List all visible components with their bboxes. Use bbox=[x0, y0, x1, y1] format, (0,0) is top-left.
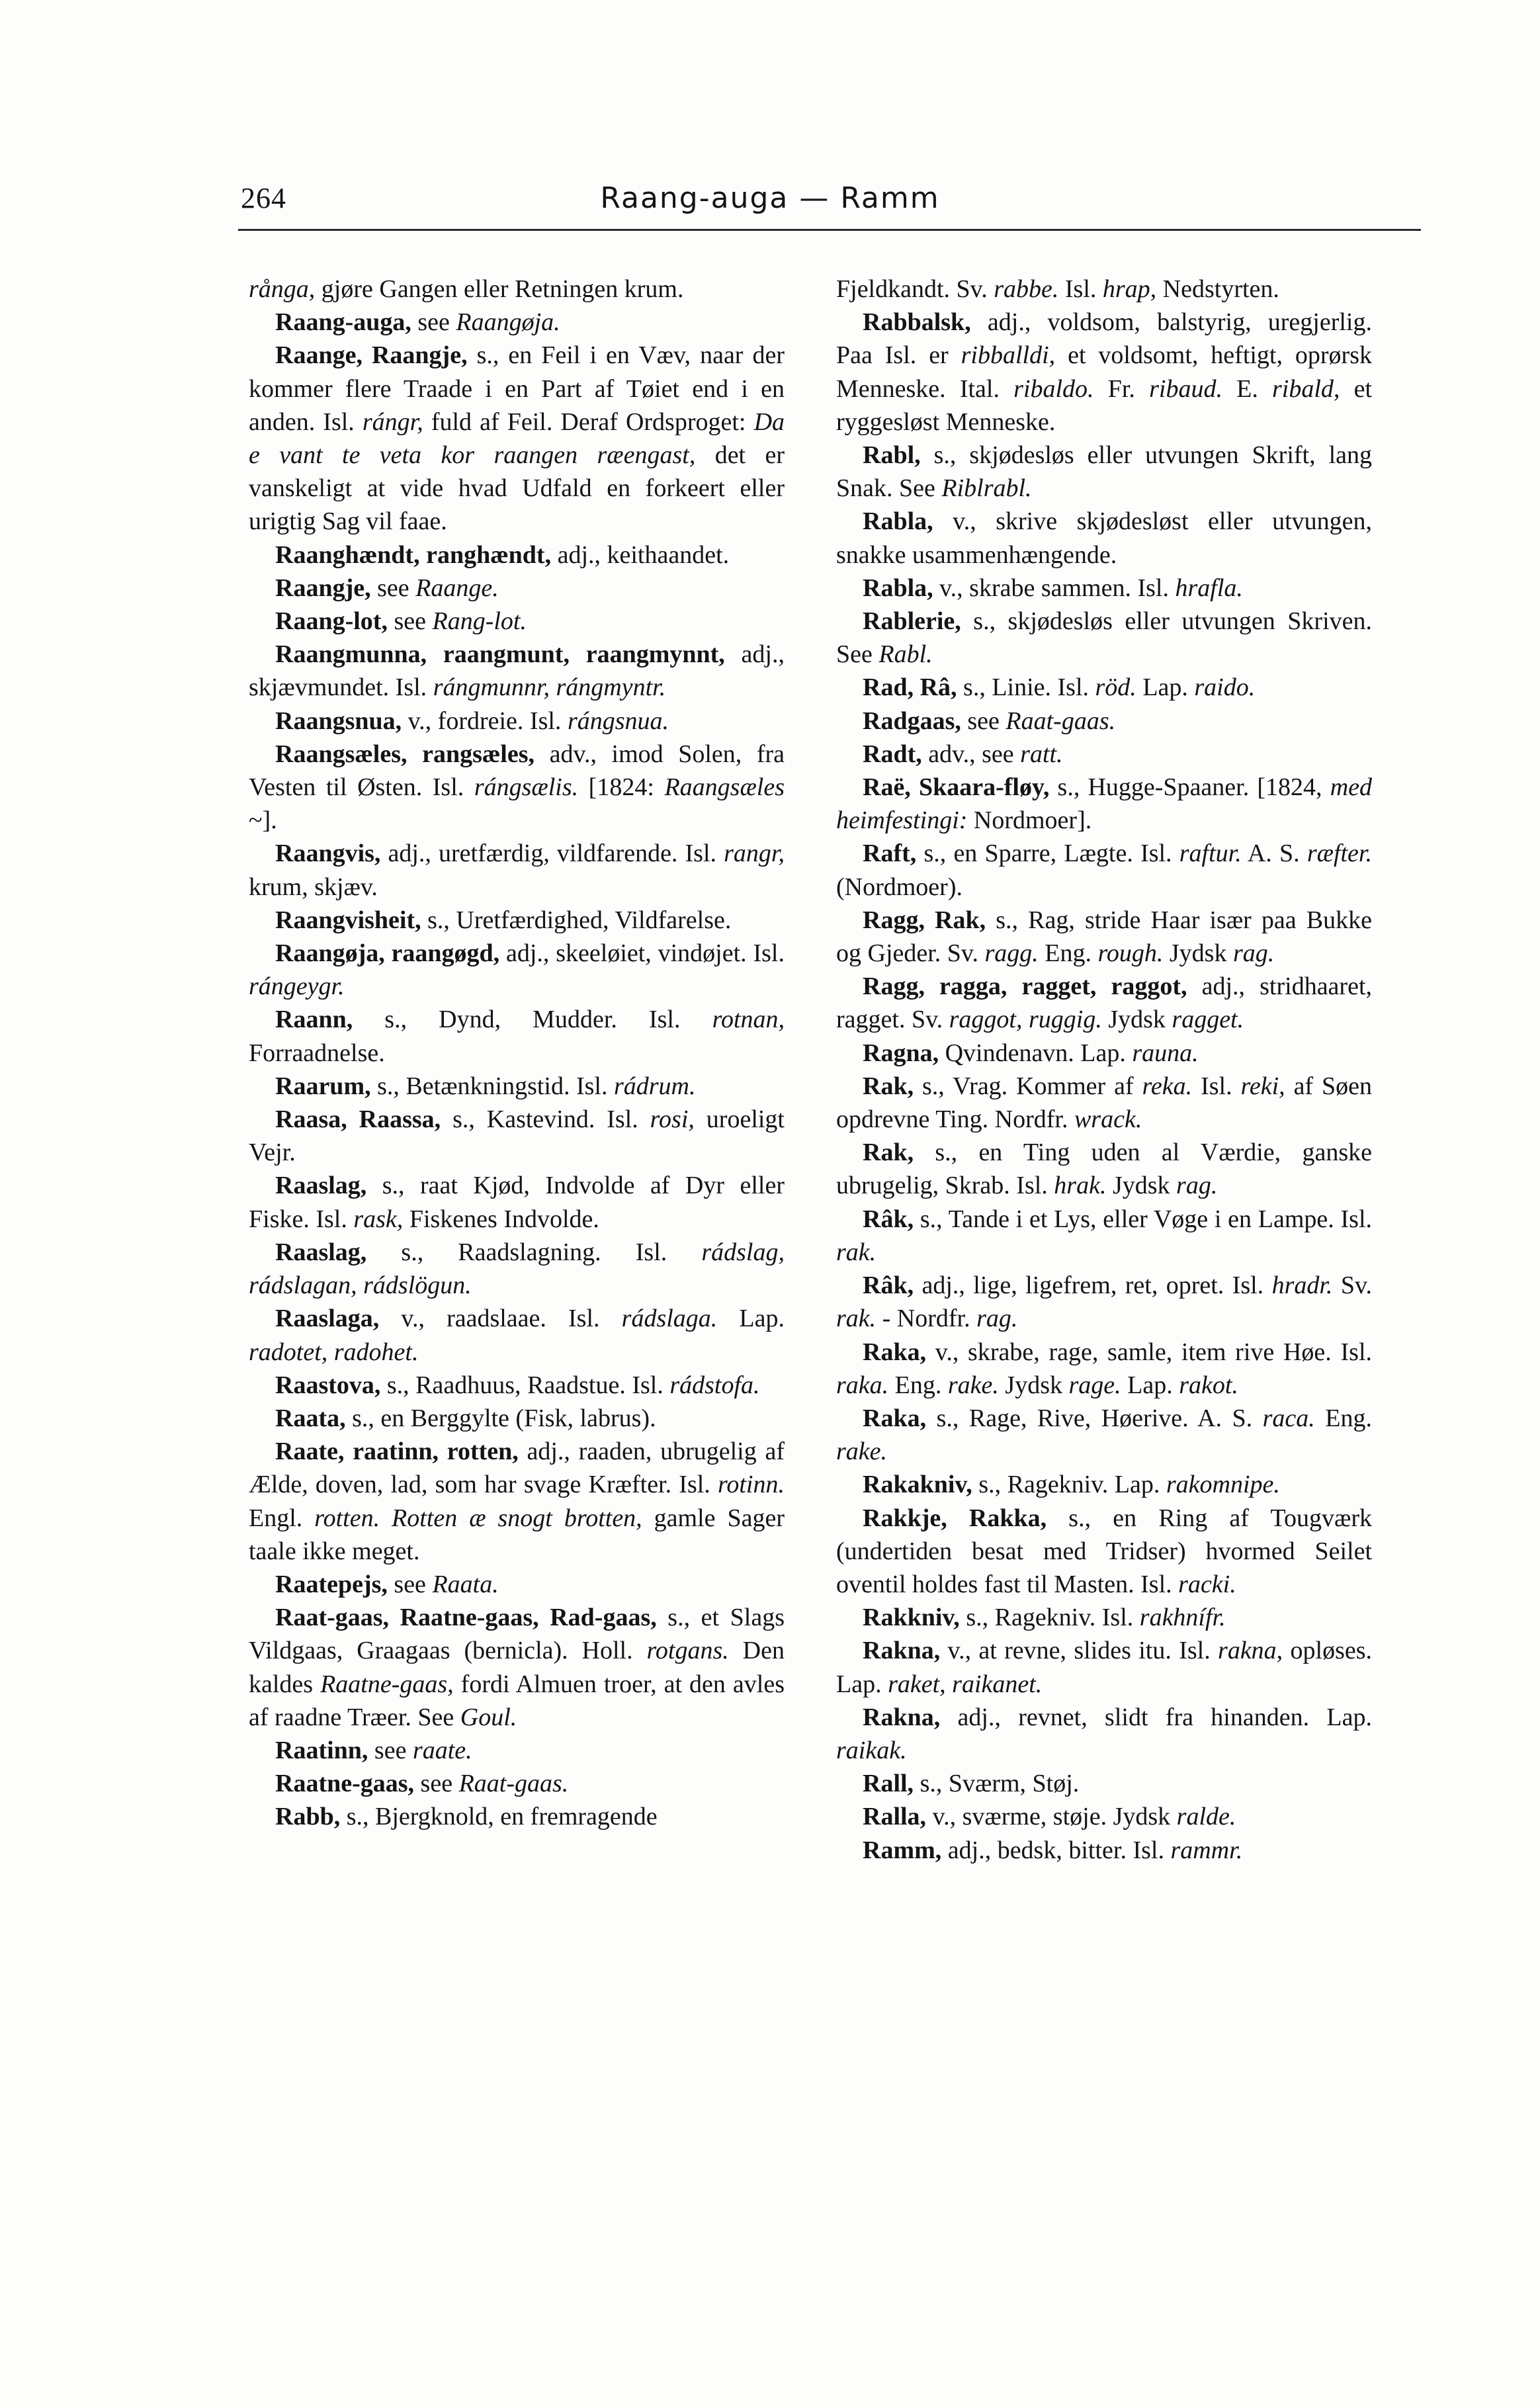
dictionary-entry bbox=[249, 1003, 785, 1069]
headword: Raate, raatinn, rotten, bbox=[275, 1438, 519, 1466]
headword: Raka, bbox=[863, 1404, 927, 1432]
dictionary-entry bbox=[836, 904, 1372, 970]
entry-text: Nedstyrten. bbox=[1156, 275, 1279, 303]
dictionary-entry bbox=[249, 904, 785, 937]
dictionary-entry bbox=[836, 605, 1372, 671]
entry-text: Qvindenavn. Lap. bbox=[939, 1039, 1133, 1067]
italic-text: ribaldo. bbox=[1013, 374, 1094, 403]
entry-text: v., at revne, slides itu. Isl. bbox=[940, 1637, 1219, 1665]
running-head: Raang-auga — Ramm bbox=[600, 181, 940, 215]
dictionary-entry bbox=[249, 638, 785, 704]
italic-text: ribald, bbox=[1272, 374, 1340, 403]
italic-text: rádstofa. bbox=[669, 1371, 760, 1399]
entry-text: Jydsk bbox=[1101, 1006, 1172, 1034]
italic-text: rammr. bbox=[1170, 1836, 1243, 1864]
italic-text: wrack. bbox=[1074, 1105, 1142, 1134]
entry-text: s., skjødesløs eller utvungen Skriven. See bbox=[836, 607, 1372, 669]
headword: Raë, Skaara-fløy, bbox=[863, 773, 1050, 802]
italic-text: rotgans. bbox=[646, 1637, 729, 1665]
entry-text: Isl. bbox=[1192, 1072, 1241, 1100]
italic-text: rakhnífr. bbox=[1139, 1604, 1226, 1632]
italic-text: rángeygr. bbox=[249, 972, 345, 1001]
headword: Raangmunna, raangmunt, raangmynnt, bbox=[275, 640, 725, 669]
entry-text: s., Ragekniv. Lap. bbox=[972, 1471, 1166, 1499]
italic-text: rake. bbox=[836, 1438, 888, 1466]
italic-text: rosi, bbox=[650, 1105, 695, 1134]
entry-text: s., Hugge-Spaaner. [1824, bbox=[1049, 773, 1330, 802]
italic-text: ragg. bbox=[984, 939, 1039, 968]
dictionary-entry bbox=[249, 339, 785, 538]
italic-text: reka. bbox=[1142, 1072, 1193, 1100]
entry-text: adj., stridhaaret, ragget. Sv. bbox=[836, 972, 1373, 1034]
dictionary-entry bbox=[836, 1037, 1372, 1070]
headword: Raaslag, bbox=[275, 1238, 367, 1266]
headword: Raangvis, bbox=[275, 839, 381, 868]
entry-text: Eng. bbox=[888, 1371, 948, 1399]
headword: Raatinn, bbox=[275, 1736, 368, 1764]
headword: Rabla, bbox=[863, 574, 933, 602]
headword: Ramm, bbox=[863, 1836, 942, 1864]
entry-text: s., Uretfærdighed, Vildfarelse. bbox=[421, 906, 732, 934]
dictionary-entry bbox=[836, 505, 1372, 571]
headword: Ragna, bbox=[863, 1039, 939, 1067]
italic-text: hrafla. bbox=[1175, 574, 1243, 602]
headword: Rakna, bbox=[863, 1637, 941, 1665]
entry-text: s., en Sparre, Lægte. Isl. bbox=[916, 839, 1179, 868]
italic-text: rak. bbox=[836, 1238, 877, 1266]
continued-entry bbox=[836, 273, 1372, 306]
italic-text: med heimfestingi: bbox=[836, 773, 1372, 835]
entry-text: v., sværme, støje. Jydsk bbox=[926, 1803, 1177, 1831]
entry-text: Lap. bbox=[1121, 1371, 1179, 1399]
entry-text: s., Bjergknold, en fremragende bbox=[340, 1803, 658, 1831]
entry-text: adj., skjævmundet. Isl. bbox=[249, 640, 785, 702]
dictionary-entry bbox=[249, 837, 785, 903]
dictionary-entry bbox=[836, 1468, 1372, 1501]
italic-text: rag. bbox=[1232, 939, 1275, 968]
entry-text: s., Kastevind. Isl. bbox=[441, 1105, 650, 1134]
headword: Râk, bbox=[863, 1205, 914, 1233]
continued-entry bbox=[249, 273, 785, 306]
italic-text: rádrum. bbox=[613, 1072, 696, 1100]
entry-text: s., Raadslagning. Isl. bbox=[366, 1238, 702, 1266]
entry-text: et ryggesløst Menneske. bbox=[836, 374, 1372, 436]
dictionary-entry bbox=[249, 738, 785, 838]
italic-text: Goul. bbox=[460, 1703, 517, 1731]
italic-text: rángsnua. bbox=[567, 707, 669, 735]
entry-text: see bbox=[368, 1736, 413, 1764]
entry-text: Fr. bbox=[1093, 374, 1150, 403]
italic-text: Raangsæles bbox=[664, 773, 785, 802]
entry-text: adv., see bbox=[921, 740, 1021, 768]
entry-text: Sv. bbox=[1332, 1271, 1372, 1300]
italic-text: rakot. bbox=[1179, 1371, 1238, 1399]
dictionary-entry bbox=[836, 738, 1372, 771]
headword: Ragg, Rak, bbox=[863, 906, 986, 934]
italic-text: rak. bbox=[836, 1305, 877, 1333]
dictionary-entry bbox=[249, 1369, 785, 1402]
dictionary-entry bbox=[836, 1136, 1372, 1202]
italic-text: raftur. bbox=[1179, 839, 1242, 868]
italic-text: Raangøja. bbox=[456, 308, 560, 337]
italic-text: rádslaga. bbox=[621, 1305, 718, 1333]
headword: Rad, Râ, bbox=[863, 673, 957, 702]
italic-text: rangr, bbox=[724, 839, 785, 868]
entry-text: s., Ragekniv. Isl. bbox=[959, 1604, 1140, 1632]
italic-text: ralde. bbox=[1176, 1803, 1236, 1831]
headword: Rablerie, bbox=[863, 607, 961, 636]
headword: Raanghændt, ranghændt, bbox=[275, 540, 552, 569]
entry-text: v., raadslaae. Isl. bbox=[379, 1305, 622, 1333]
dictionary-entry bbox=[836, 837, 1372, 903]
entry-text: s., Raadhuus, Raadstue. Isl. bbox=[380, 1371, 670, 1399]
dictionary-entry bbox=[836, 1800, 1372, 1833]
italic-text: rángr, bbox=[362, 408, 423, 436]
entry-text: Fjeldkandt. Sv. bbox=[836, 275, 994, 303]
entry-text: et voldsomt, heftigt, oprørsk Menneske. Ital. bbox=[836, 341, 1372, 403]
italic-text: rag. bbox=[976, 1305, 1018, 1333]
dictionary-entry bbox=[249, 306, 785, 339]
dictionary-entry bbox=[836, 1203, 1372, 1269]
dictionary-entry bbox=[249, 1070, 785, 1103]
dictionary-entry bbox=[836, 1502, 1372, 1602]
right-column bbox=[836, 273, 1372, 1867]
dictionary-entry bbox=[836, 439, 1372, 505]
left-column bbox=[249, 273, 785, 1834]
entry-text: v., fordreie. Isl. bbox=[402, 707, 568, 735]
headword: Raangsnua, bbox=[275, 707, 402, 735]
italic-text: rángsælis. bbox=[474, 773, 579, 802]
italic-text: racki. bbox=[1178, 1570, 1236, 1598]
italic-text: Rang-lot. bbox=[432, 607, 527, 636]
entry-text: Engl. bbox=[249, 1504, 315, 1532]
entry-text: s., Rage, Rive, Høerive. A. S. bbox=[926, 1404, 1263, 1432]
dictionary-entry bbox=[249, 937, 785, 1003]
italic-text: raikak. bbox=[836, 1736, 907, 1764]
italic-text: Raat-gaas. bbox=[458, 1770, 569, 1798]
headword: Raastova, bbox=[275, 1371, 381, 1399]
headword: Raaslag, bbox=[275, 1172, 367, 1200]
headword: Rakkje, Rakka, bbox=[863, 1504, 1047, 1532]
dictionary-entry bbox=[249, 1402, 785, 1435]
italic-text: rádslag, rádslagan, rádslögun. bbox=[249, 1238, 785, 1300]
entry-text: s., en Ring af Tougværk (undertiden besat med Tridser) hvormed Seilet oventil holdes fast til Masten. Isl. bbox=[836, 1504, 1372, 1598]
entry-text: s., en Ting uden al Værdie, ganske ubrugelig, Skrab. Isl. bbox=[836, 1139, 1372, 1200]
entry-text: Isl. bbox=[1058, 275, 1103, 303]
italic-text: rag. bbox=[1176, 1172, 1218, 1200]
entry-text: s., Betænkningstid. Isl. bbox=[370, 1072, 614, 1100]
header-rule bbox=[238, 229, 1421, 231]
entry-text: Lap. bbox=[1136, 673, 1195, 702]
italic-text: rotnan, bbox=[712, 1006, 785, 1034]
dictionary-entry bbox=[249, 1568, 785, 1601]
italic-text: rauna. bbox=[1132, 1039, 1199, 1067]
entry-text: s., Vrag. Kommer af bbox=[914, 1072, 1142, 1100]
entry-text: Lap. bbox=[717, 1305, 785, 1333]
dictionary-entry bbox=[836, 671, 1372, 704]
italic-text: ræfter. bbox=[1306, 839, 1373, 868]
entry-text: adj., keithaandet. bbox=[551, 540, 730, 569]
entry-text: fuld af Feil. Deraf Ordsproget: bbox=[423, 408, 754, 436]
entry-text: Eng. bbox=[1314, 1404, 1372, 1432]
headword: Raangsæles, rangsæles, bbox=[275, 740, 535, 768]
italic-text: rage. bbox=[1068, 1371, 1121, 1399]
headword: Raang-lot, bbox=[275, 607, 388, 636]
italic-text: raido. bbox=[1194, 673, 1256, 702]
entry-text: adj., bedsk, bitter. Isl. bbox=[941, 1836, 1171, 1864]
italic-text: hrak. bbox=[1054, 1172, 1107, 1200]
italic-text: röd. bbox=[1095, 673, 1136, 702]
italic-text: raate. bbox=[412, 1736, 472, 1764]
entry-text: s., en Berggylte (Fisk, labrus). bbox=[345, 1404, 656, 1432]
dictionary-entry bbox=[249, 1169, 785, 1235]
italic-text: hrap, bbox=[1102, 275, 1157, 303]
dictionary-entry bbox=[836, 771, 1372, 837]
italic-text: Raange. bbox=[415, 574, 499, 602]
entry-text: see bbox=[370, 574, 416, 602]
entry-text: gjøre Gangen eller Retningen krum. bbox=[315, 275, 684, 303]
italic-text: Da e vant te veta kor raangen ræengast, bbox=[249, 408, 785, 470]
headword: Raat-gaas, Raatne-gaas, Rad-gaas, bbox=[275, 1604, 657, 1632]
dictionary-entry bbox=[249, 705, 785, 738]
dictionary-entry bbox=[249, 1103, 785, 1169]
entry-text: Jydsk bbox=[998, 1371, 1069, 1399]
italic-text: rabbe. bbox=[994, 275, 1059, 303]
italic-text: rask, bbox=[353, 1205, 404, 1233]
headword: Ralla, bbox=[863, 1803, 927, 1831]
headword: Ragg, ragga, ragget, raggot, bbox=[863, 972, 1187, 1001]
entry-text: det er vanskeligt at vide hvad Udfald en forkeert eller urigtig Sag vil faae. bbox=[249, 441, 785, 536]
entry-text: see bbox=[414, 1770, 459, 1798]
italic-text: rånga, bbox=[249, 275, 316, 303]
italic-text: Raat-gaas. bbox=[1005, 707, 1116, 735]
headword: Raann, bbox=[275, 1006, 353, 1034]
entry-text: see bbox=[387, 1570, 433, 1598]
entry-text: adj., voldsom, balstyrig, uregjerlig. Paa Isl. er bbox=[836, 308, 1372, 370]
dictionary-entry bbox=[249, 1601, 785, 1734]
italic-text: Raata. bbox=[432, 1570, 499, 1598]
page-number: 264 bbox=[241, 182, 286, 214]
dictionary-entry bbox=[836, 1701, 1372, 1767]
headword: Raangøja, raangøgd, bbox=[275, 939, 500, 968]
italic-text: rakomnipe. bbox=[1166, 1471, 1280, 1499]
entry-text: Den kaldes bbox=[249, 1637, 785, 1698]
entry-text: v., skrive skjødesløst eller utvungen, snakke usammenhængende. bbox=[836, 507, 1372, 569]
headword: Raatne-gaas, bbox=[275, 1770, 415, 1798]
italic-text: rakna, bbox=[1218, 1637, 1283, 1665]
headword: Radt, bbox=[863, 740, 922, 768]
dictionary-entry bbox=[249, 1435, 785, 1568]
entry-text: adj., skeeløiet, vindøjet. Isl. bbox=[499, 939, 785, 968]
entry-text: s., skjødesløs eller utvungen Skrift, lang Snak. See bbox=[836, 441, 1372, 503]
entry-text: s., Linie. Isl. bbox=[957, 673, 1095, 702]
entry-text: gamle Sager taale ikke meget. bbox=[249, 1504, 785, 1565]
entry-text: Eng. bbox=[1038, 939, 1098, 968]
dictionary-entry bbox=[249, 572, 785, 605]
headword: Rabbalsk, bbox=[863, 308, 971, 337]
entry-text: ~]. bbox=[249, 806, 277, 835]
dictionary-entry bbox=[836, 572, 1372, 605]
italic-text: radotet, radohet. bbox=[249, 1338, 419, 1366]
dictionary-entry bbox=[836, 1767, 1372, 1800]
entry-text: A. S. bbox=[1241, 839, 1307, 868]
entry-text: Forraadnelse. bbox=[249, 1039, 385, 1067]
entry-text: v., skrabe sammen. Isl. bbox=[933, 574, 1176, 602]
dictionary-entry bbox=[836, 1402, 1372, 1468]
entry-text: s., raat Kjød, Indvolde af Dyr eller Fiske. Isl. bbox=[249, 1172, 785, 1233]
headword: Raarum, bbox=[275, 1072, 371, 1100]
entry-text: - Nordfr. bbox=[876, 1305, 977, 1333]
headword: Raange, Raangje, bbox=[275, 341, 468, 370]
italic-text: raca. bbox=[1262, 1404, 1315, 1432]
headword: Raata, bbox=[275, 1404, 346, 1432]
entry-text: v., skrabe, rage, samle, item rive Høe. Isl. bbox=[926, 1338, 1372, 1366]
entry-text: see bbox=[961, 707, 1006, 735]
entry-text: E. bbox=[1222, 374, 1272, 403]
italic-text: Rabl. bbox=[878, 640, 933, 669]
italic-text: ratt. bbox=[1020, 740, 1063, 768]
dictionary-entry bbox=[249, 605, 785, 638]
headword: Raangvisheit, bbox=[275, 906, 421, 934]
headword: Râk, bbox=[863, 1271, 914, 1300]
dictionary-entry bbox=[836, 1601, 1372, 1634]
entry-text: Fiskenes Indvolde. bbox=[403, 1205, 599, 1233]
headword: Rakakniv, bbox=[863, 1471, 972, 1499]
entry-text: Jydsk bbox=[1163, 939, 1233, 968]
entry-text: s., Tande i et Lys, eller Vøge i en Lampe. Isl. bbox=[914, 1205, 1372, 1233]
entry-text: Jydsk bbox=[1106, 1172, 1177, 1200]
dictionary-entry bbox=[836, 970, 1372, 1036]
italic-text: ribaud. bbox=[1149, 374, 1222, 403]
entry-text: adj., raaden, ubrugelig af Ælde, doven, lad, som har svage Kræfter. Isl. bbox=[249, 1438, 785, 1499]
headword: Rak, bbox=[863, 1072, 914, 1100]
dictionary-entry bbox=[249, 1800, 785, 1833]
entry-text: af Søen opdrevne Ting. Nordfr. bbox=[836, 1072, 1372, 1134]
entry-text: [1824: bbox=[578, 773, 665, 802]
headword: Rabl, bbox=[863, 441, 921, 470]
dictionary-entry bbox=[249, 1767, 785, 1800]
entry-text: s., Rag, stride Haar især paa Bukke og Gjeder. Sv. bbox=[836, 906, 1372, 968]
headword: Rabb, bbox=[275, 1803, 341, 1831]
entry-text: see bbox=[411, 308, 456, 337]
italic-text: reki, bbox=[1240, 1072, 1285, 1100]
entry-text: s., Dynd, Mudder. Isl. bbox=[353, 1006, 712, 1034]
italic-text: Raatne-gaas, bbox=[320, 1670, 454, 1698]
italic-text: ribballdi, bbox=[961, 341, 1056, 370]
headword: Raft, bbox=[863, 839, 917, 868]
entry-text: adv., imod Solen, fra Vesten til Østen. Isl. bbox=[249, 740, 785, 802]
entry-text: Nordmoer]. bbox=[967, 806, 1092, 835]
dictionary-entry bbox=[836, 1269, 1372, 1335]
entry-text: fordi Almuen troer, at den avles af raadne Træer. See bbox=[249, 1670, 785, 1731]
headword: Raatepejs, bbox=[275, 1570, 388, 1598]
italic-text: rake. bbox=[947, 1371, 999, 1399]
headword: Raka, bbox=[863, 1338, 927, 1366]
dictionary-entry bbox=[836, 306, 1372, 439]
dictionary-entry bbox=[836, 705, 1372, 738]
dictionary-entry bbox=[836, 1336, 1372, 1402]
headword: Radgaas, bbox=[863, 707, 961, 735]
dictionary-entry bbox=[249, 538, 785, 572]
entry-text: see bbox=[387, 607, 433, 636]
entry-text: adj., uretfærdig, vildfarende. Isl. bbox=[380, 839, 724, 868]
dictionary-entry bbox=[836, 1070, 1372, 1136]
headword: Raaslaga, bbox=[275, 1305, 380, 1333]
headword: Raang-auga, bbox=[275, 308, 411, 337]
entry-text: s., et Slags Vildgaas, Graagaas (bernicla). Holl. bbox=[249, 1604, 785, 1665]
italic-text: rotten. Rotten æ snogt brotten, bbox=[314, 1504, 642, 1532]
italic-text: raka. bbox=[836, 1371, 889, 1399]
italic-text: rough. bbox=[1097, 939, 1164, 968]
headword: Rakkniv, bbox=[863, 1604, 960, 1632]
dictionary-entry bbox=[249, 1236, 785, 1302]
entry-text: s., en Feil i en Væv, naar der kommer flere Traade i en Part af Tøiet end i en anden. Isl. bbox=[249, 341, 785, 436]
headword: Rak, bbox=[863, 1139, 914, 1167]
italic-text: rotinn. bbox=[718, 1471, 785, 1499]
dictionary-entry bbox=[249, 1734, 785, 1767]
entry-text: s., Sværm, Støj. bbox=[914, 1770, 1080, 1798]
headword: Raangje, bbox=[275, 574, 371, 602]
italic-text: raggot, ruggig. bbox=[949, 1006, 1102, 1034]
dictionary-entry bbox=[836, 1834, 1372, 1867]
entry-text: (Nordmoer). bbox=[836, 873, 962, 901]
italic-text: Riblrabl. bbox=[941, 474, 1032, 503]
italic-text: rángmunnr, rángmyntr. bbox=[433, 673, 666, 702]
headword: Rakna, bbox=[863, 1703, 941, 1731]
italic-text: ragget. bbox=[1172, 1006, 1244, 1034]
headword: Raasa, Raassa, bbox=[275, 1105, 441, 1134]
entry-text: adj., revnet, slidt fra hinanden. Lap. bbox=[940, 1703, 1372, 1731]
entry-text: uroeligt Vejr. bbox=[249, 1105, 785, 1167]
italic-text: raket, raikanet. bbox=[888, 1670, 1043, 1698]
dictionary-entry bbox=[836, 1634, 1372, 1700]
italic-text: hradr. bbox=[1271, 1271, 1333, 1300]
dictionary-entry bbox=[249, 1302, 785, 1368]
entry-text: krum, skjæv. bbox=[249, 873, 378, 901]
headword: Rabla, bbox=[863, 507, 933, 536]
entry-text: opløses. Lap. bbox=[836, 1637, 1373, 1698]
entry-text: adj., lige, ligefrem, ret, opret. Isl. bbox=[914, 1271, 1272, 1300]
headword: Rall, bbox=[863, 1770, 914, 1798]
